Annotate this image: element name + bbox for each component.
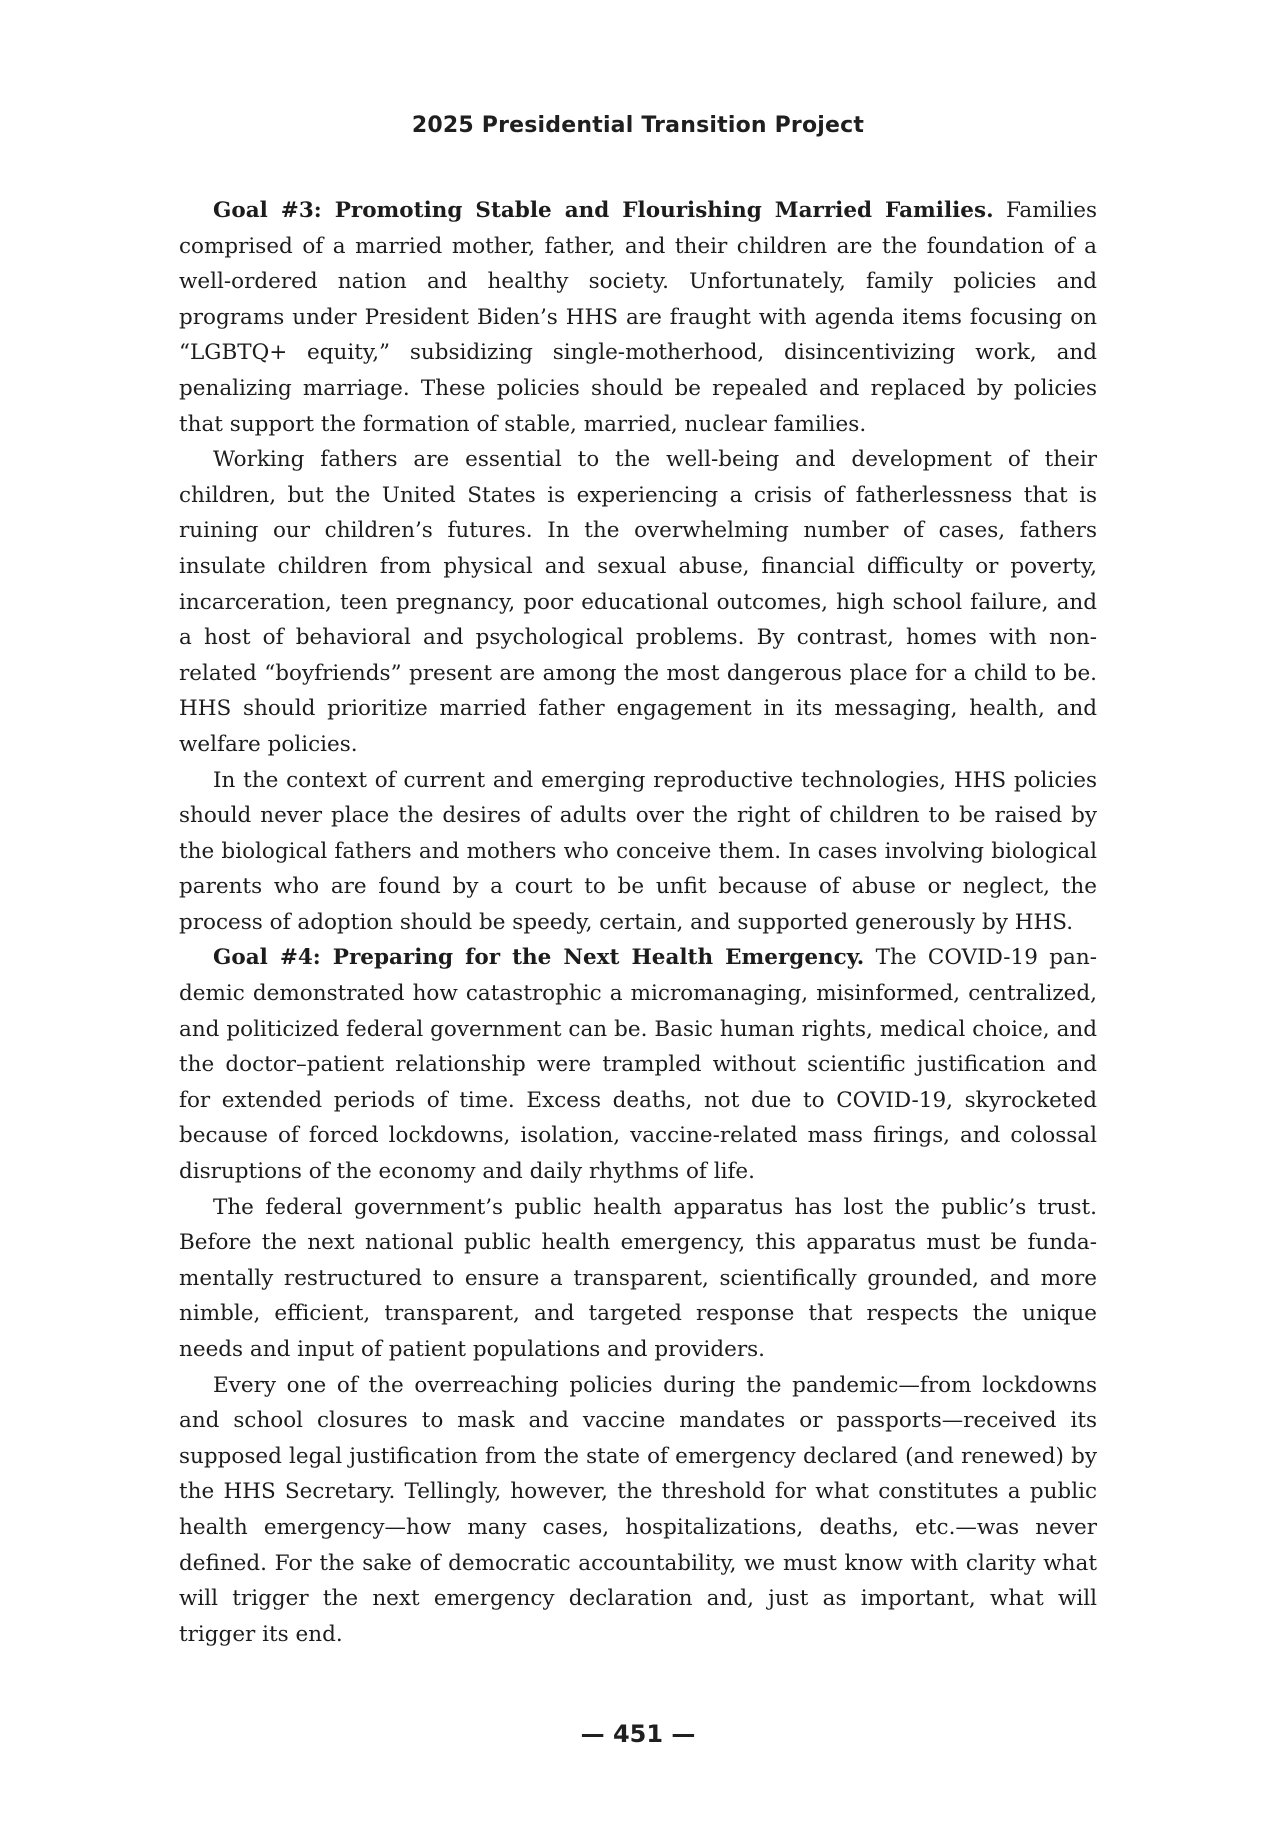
goal-4-text: The COVID-19 pandemic demonstrated how catastrophic a micromanaging, misinformed, centralized, and politicized federal government can be. Basic human rights, medical choice, and the doctor–patient relationship were trampled without scientific justification and for extended periods of time. Excess deaths, not due to COVID-19, skyrocketed because of forced lockdowns, isolation, vaccine-related mass firings, and colossal disruptions of the economy and daily rhythms of life. [179, 945, 1097, 1185]
paragraph-goal-4 [179, 940, 1097, 1189]
paragraph-public-health-trust: The federal government’s public health apparatus has lost the public’s trust. Before the next national public health emergency, this apparatus must be fundamentally restructured to ensure a transparent, scientifically grounded, and more nimble, efficient, transparent, and targeted response that respects the unique needs and input of patient populations and providers. [179, 1194, 1097, 1362]
paragraph-reproductive-technologies: In the context of current and emerging reproductive technologies, HHS policies should never place the desires of adults over the right of children to be raised by the biological fathers and mothers who conceive them. In cases involving biological parents who are found by a court to be unfit because of abuse or neglect, the process of adoption should be speedy, certain, and supported generously by HHS. [179, 767, 1097, 935]
goal-4-heading: Goal #4: Preparing for the Next Health Emergency. [213, 945, 865, 971]
paragraph-fathers: Working fathers are essential to the well-being and development of their children, but the United States is experiencing a crisis of fatherlessness that is ruining our children’s futures. In the overwhelming number of cases, fathers insulate children from physical and sexual abuse, financial difficulty or poverty, incarceration, teen pregnancy, poor educational outcomes, high school failure, and a host of behavioral and psychological problems. By contrast, homes with non-related “boyfriends” present are among the most dangerous place for a child to be. HHS should prioritize married father engagement in its messaging, health, and welfare policies. [179, 447, 1097, 757]
paragraph-goal-3 [179, 193, 1097, 442]
running-header: 2025 Presidential Transition Project [411, 113, 865, 138]
goal-3-heading: Goal #3: Promoting Stable and Flourishing Married Families. [213, 198, 994, 223]
paragraph-emergency-declaration: Every one of the overreaching policies during the pandemic—from lockdowns and school closures to mask and vaccine mandates or passports—received its supposed legal justification from the state of emergency declared (and renewed) by the HHS Secretary. Tellingly, however, the threshold for what constitutes a public health emergency—how many cases, hospitalizations, deaths, etc.—was never defined. For the sake of democratic accountability, we must know with clarity what will trigger the next emergency declaration and, just as important, what will trigger its end. [179, 1372, 1097, 1647]
body-text [179, 193, 1097, 1652]
page-number: — 451 — [580, 1720, 696, 1748]
goal-3-text: Families comprised of a married mother, father, and their children are the foundation of a well-ordered nation and healthy society. Unfortunately, family policies and programs under President Biden’s HHS are fraught with agenda items focusing on “LGBTQ+ equity,” subsidizing single-motherhood, disincentivizing work, and penalizing marriage. These policies should be repealed and replaced by policies that support the formation of stable, married, nuclear families. [179, 198, 1097, 437]
